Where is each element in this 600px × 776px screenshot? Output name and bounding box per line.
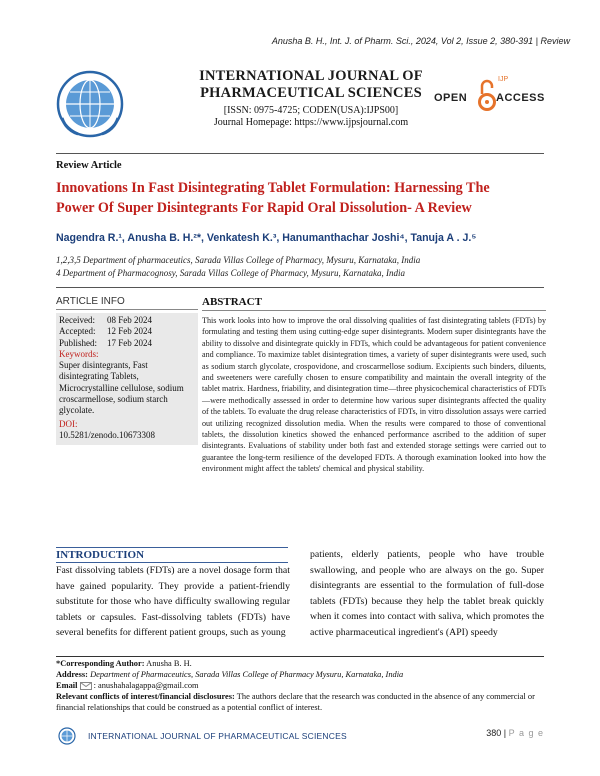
conflicts-text: The authors declare that the research was conducted in the absence of any commercial or financial relationships that could be construed as a potential conflict of interest. xyxy=(56,692,535,712)
received-row xyxy=(59,315,195,326)
email-label: Email xyxy=(56,681,78,690)
affiliation-2: 4 Department of Pharmacognosy, Sarada Villas College of Pharmacy, Mysuru, Karnataka, India xyxy=(56,268,406,278)
received-label: Received: xyxy=(59,315,95,325)
abstract-section xyxy=(202,296,546,475)
masthead xyxy=(56,64,546,146)
email-address[interactable]: : anushahalagappa@gmail.com xyxy=(93,681,199,690)
open-access-badge xyxy=(434,74,556,122)
corresponding-name: Anusha B. H. xyxy=(146,659,192,668)
corresponding-email xyxy=(56,680,546,691)
author-list: Nagendra R.¹, Anusha B. H.²*, Venkatesh K.³, Hanumanthachar Joshi⁴, Tanuja A . J.⁵ xyxy=(56,232,477,244)
accepted-label: Accepted: xyxy=(59,326,96,337)
journal-title-line2: PHARMACEUTICAL SCIENCES xyxy=(200,85,422,101)
conflicts-label: Relevant conflicts of interest/financial disclosures: xyxy=(56,692,235,701)
doi-label: DOI: xyxy=(59,418,78,429)
journal-title-line1: INTERNATIONAL JOURNAL OF xyxy=(199,68,423,84)
article-info xyxy=(56,296,198,445)
intro-column-right: patients, elderly patients, people who have trouble swallowing, and people who are always on the go. Super disintegrants are essential to the formulation of full-dose tablets (FDTs) because they help the tablet break quickly when it comes into contact with saliva, which promotes the active pharmaceutical ingredient's (API) speedy xyxy=(310,549,544,638)
footer-journal-name: INTERNATIONAL JOURNAL OF PHARMACEUTICAL SCIENCES xyxy=(88,731,347,741)
corresponding-address xyxy=(56,669,546,680)
running-head: Anusha B. H., Int. J. of Pharm. Sci., 2024, Vol 2, Issue 2, 380-391 | Review xyxy=(271,36,570,46)
affiliation-1: 1,2,3,5 Department of pharmaceutics, Sarada Villas College of Pharmacy, Mysuru, Karnataka, India xyxy=(56,255,421,265)
journal-info xyxy=(196,68,426,128)
article-info-box xyxy=(56,313,198,445)
abstract-heading: ABSTRACT xyxy=(202,296,546,311)
doi-value[interactable]: 10.5281/zenodo.10673308 xyxy=(59,429,155,440)
affiliation-rule xyxy=(56,287,544,288)
article-title xyxy=(56,178,546,218)
open-access-open: OPEN xyxy=(434,92,468,104)
footer-logo-icon xyxy=(58,727,76,745)
email-icon xyxy=(80,682,92,690)
published-date: 17 Feb 2024 xyxy=(107,337,152,348)
published-label: Published: xyxy=(59,337,98,348)
article-title-line1: Innovations In Fast Disintegrating Tablet Formulation: Harnessing The xyxy=(56,180,490,196)
article-title-line2: Power Of Super Disintegrants For Rapid Oral Dissolution- A Review xyxy=(56,200,472,216)
published-row xyxy=(59,338,195,349)
corresponding-author xyxy=(56,658,546,669)
article-type: Review Article xyxy=(56,160,122,171)
footnote-rule xyxy=(56,656,544,657)
accepted-row xyxy=(59,326,195,337)
abstract-text: This work looks into how to improve the oral dissolving qualities of fast disintegrating tablets (FDTs) by formulating and testing them using cutting-edge super disintegrants. Modern super disintegrants have the ability to dissolve and disintegrate quickly in FDTs, which could be advantageous for patient convenience and compliance. To maximize tablet disintegration times, a variety of super disintegrants were used, such as sodium starch glycolate, crospovidone, and croscarmellose sodium. Excipients such binders, diluents, and sweeteners were carefully chosen to ensure compatibility and maintain the overall integrity of the tablet matrix. Hardness, friability, and disintegration time—three physicochemical characteristics of FDTs—were methodically assessed in order to determine how various super disintegrants affected the quality of the tablets. To evaluate the drug release characteristics of FDTs, in vitro dissolution assays were carried out utilizing recognized dissolution media. When the results were compared to those of conventional tablets, the dissolution kinetics showed the enhanced performance ascribed to the addition of super disintegrants. Evaluations of stability under both fast and extended storage settings were carried out to guarantee the long-term resilience of the developed FDTs. A thorough examination looked into how the environment might affect the tablets' chemical and physical stability. xyxy=(202,316,546,474)
introduction-heading: INTRODUCTION xyxy=(56,547,288,563)
keywords-text: Super disintegrants, Fast disintegrating Tablets, Microcrystalline cellulose, sodium croscarmellose, sodium starch glycolate. xyxy=(59,360,184,416)
header-rule xyxy=(56,153,544,154)
keywords-label: Keywords: xyxy=(59,348,99,359)
page-number: 380 xyxy=(486,728,502,738)
footnotes xyxy=(56,658,546,713)
open-access-lock-icon xyxy=(478,78,496,112)
corresponding-label: *Corresponding Author: xyxy=(56,659,145,668)
footer-page-number: 380 | P a g e xyxy=(486,728,544,738)
page-label: P a g e xyxy=(508,728,544,738)
conflicts-statement xyxy=(56,691,546,713)
intro-column-left: Fast dissolving tablets (FDTs) are a novel dosage form that have gained popularity. They provide a patient-friendly substitute for those who have difficulty swallowing regular tablets or capsules. Fast-dissolving tablets (FDTs) have several benefits for different patient groups, such as young xyxy=(56,565,290,638)
journal-logo-icon xyxy=(56,70,124,138)
address-label: Address: xyxy=(56,670,88,679)
open-access-sup: IJP xyxy=(498,76,509,83)
open-access-access: ACCESS xyxy=(496,92,545,104)
journal-issn: [ISSN: 0975-4725; CODEN(USA):IJPS00] xyxy=(223,105,399,116)
article-info-heading: ARTICLE INFO xyxy=(56,296,198,310)
address-text: Department of Pharmaceutics, Sarada Villas College of Pharmacy Mysuru, Karnataka, India xyxy=(90,670,404,679)
received-date: 08 Feb 2024 xyxy=(107,315,152,325)
accepted-date: 12 Feb 2024 xyxy=(107,326,152,337)
journal-homepage[interactable]: Journal Homepage: https://www.ijpsjournal.com xyxy=(213,117,409,128)
